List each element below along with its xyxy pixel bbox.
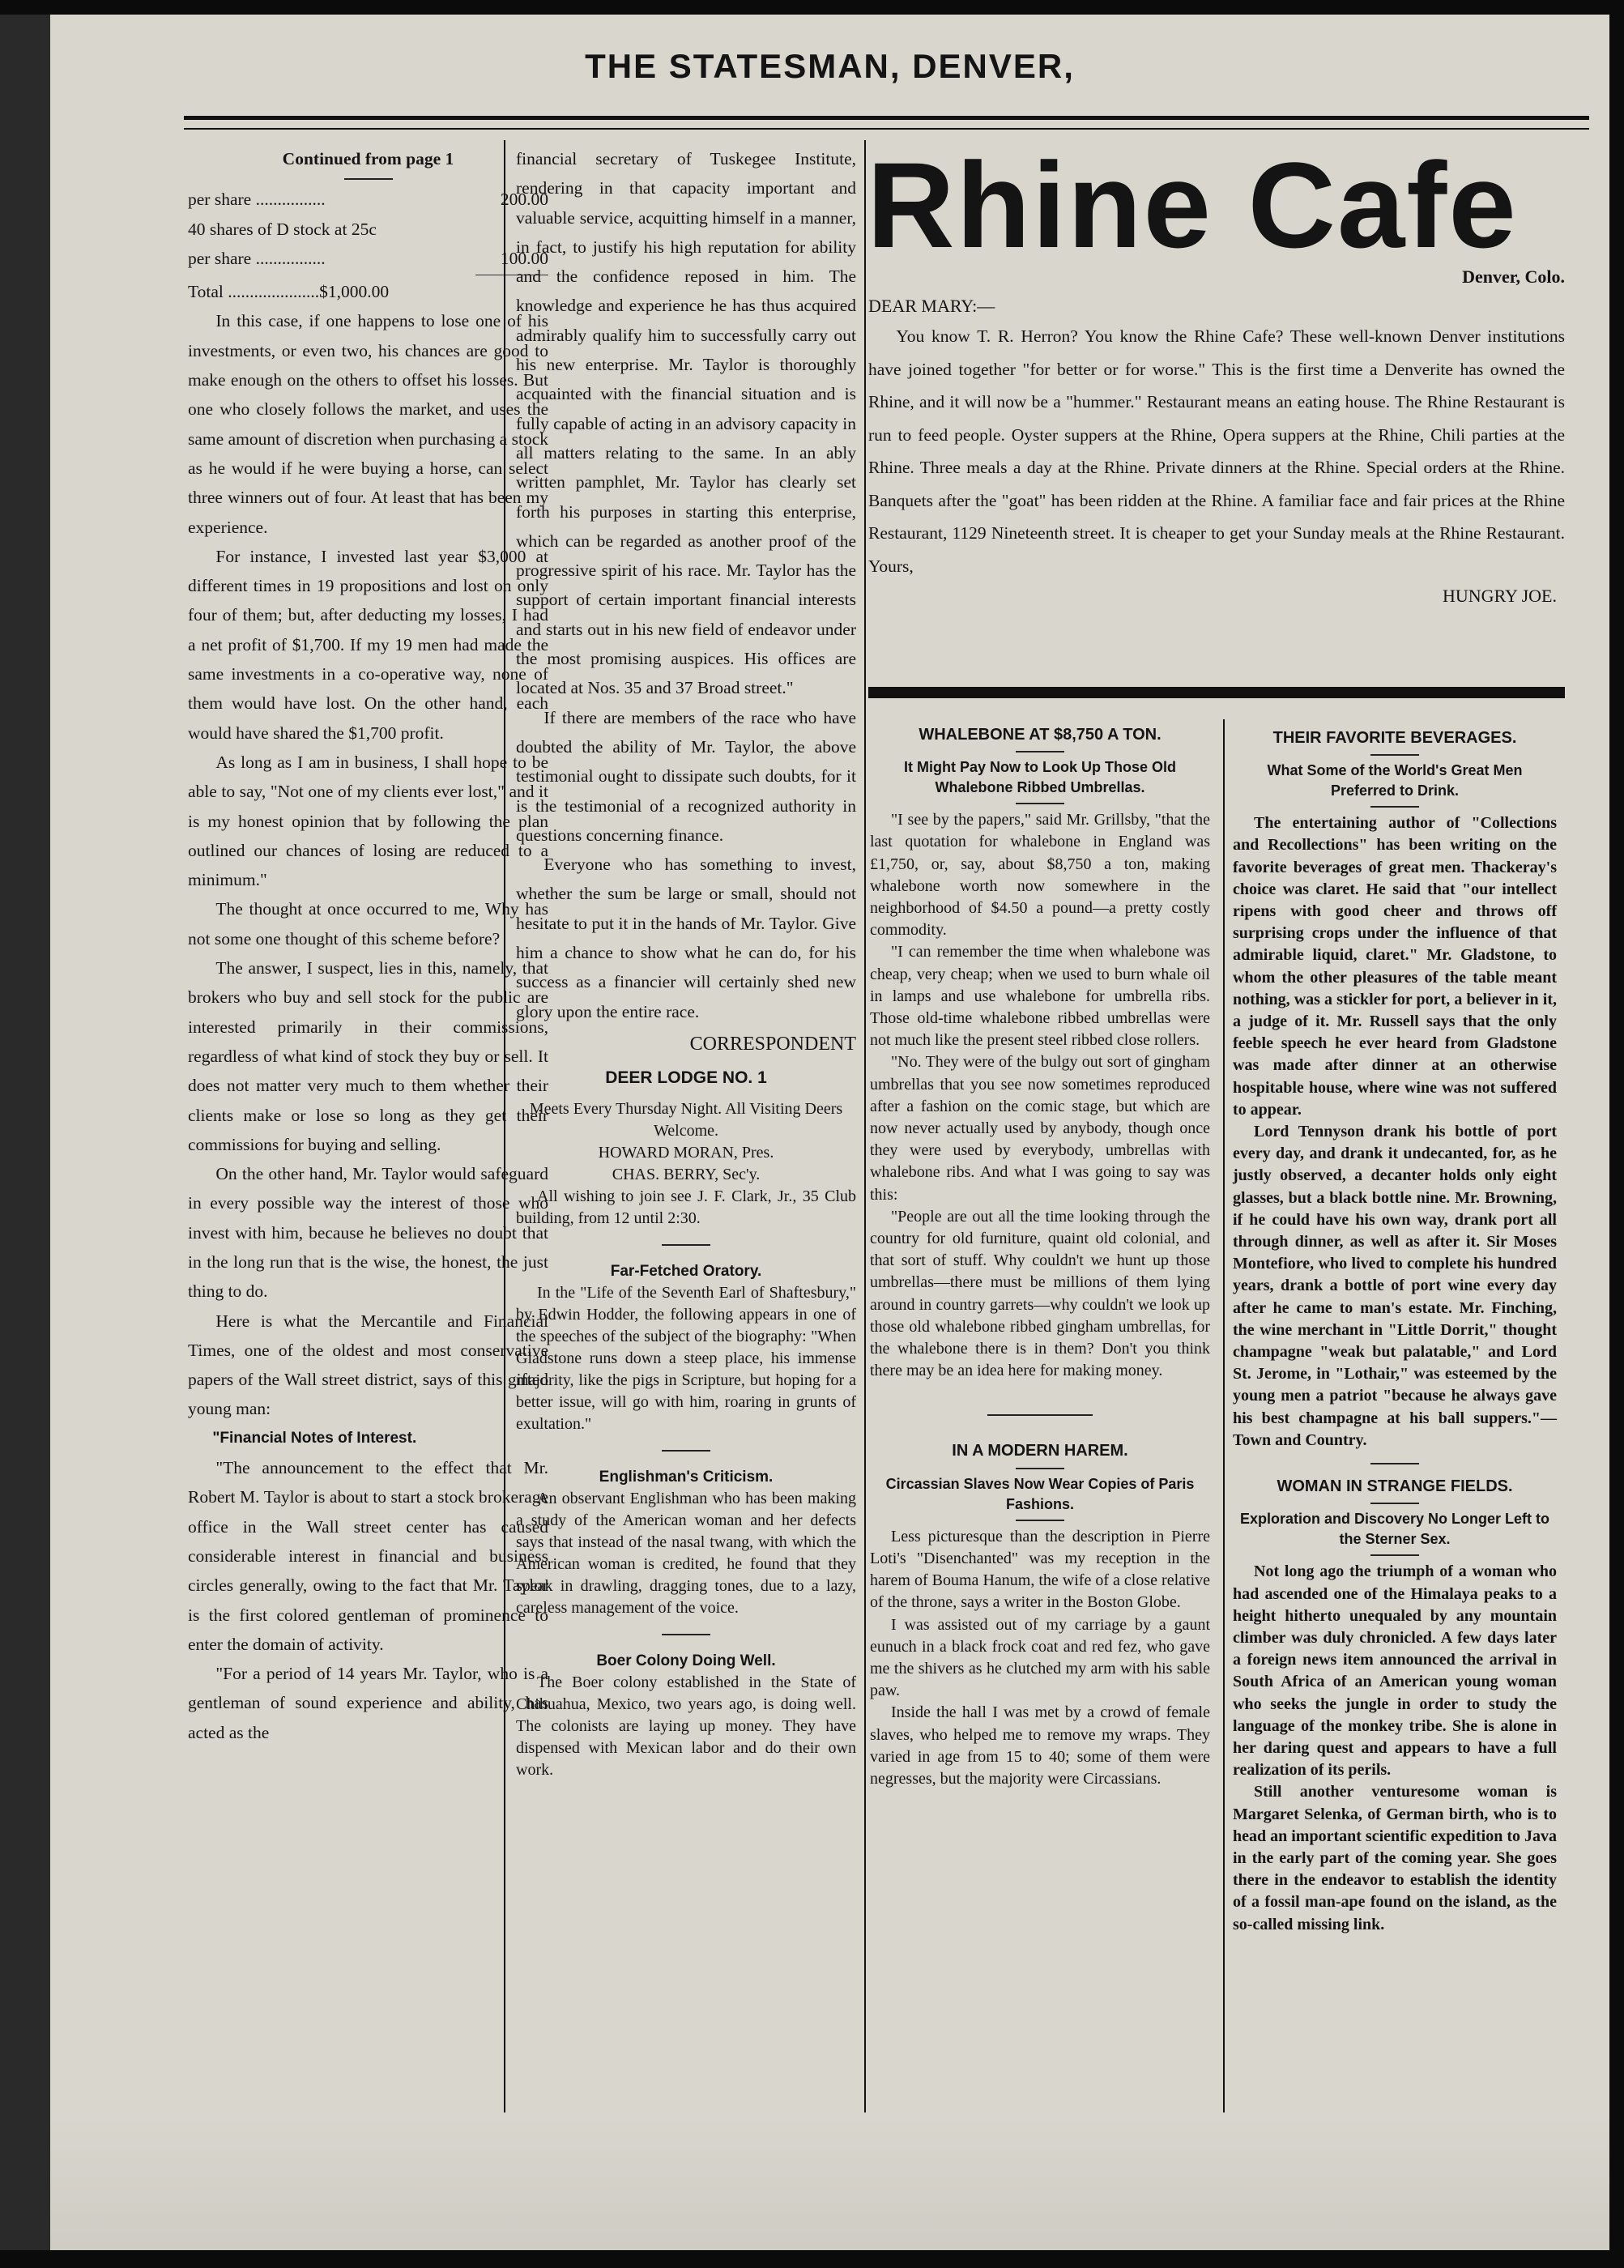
paragraph: Not long ago the triumph of a woman who had ascended one of the Himalaya peaks to a height hitherto unequaled by any mountain climber was duly chronicled. A few days later a foreign news item announced the arrival in South Africa of an American young woman who seeks the jungle in order to study the language of the monkey tribe. She is alone in her daring quest and appears to have a full realization of its perils. [1233,1562,1557,1780]
far-fetched-heading: Far-Fetched Oratory. [610,1262,762,1280]
whalebone-subheading: It Might Pay Now to Look Up Those Old Whalebone Ribbed Umbrellas. [904,759,1176,796]
paragraph: financial secretary of Tuskegee Institute, rendering in that capacity important and valuable service, acquitting himself in a manner, in fact, to justify his high reputation for ability and the confidence reposed in him. The knowledge and experience he has thus acquired admirably qualify him to successfully carry out his new enterprise. Mr. Taylor is thoroughly acquainted with the financial situation and is fully capable of acting in an advisory capacity in all matters relating to the same. In an ably written pamphlet, Mr. Taylor has clearly set forth his purposes in starting this enterprise, which can be regarded as another proof of the progressive spirit of his race. Mr. Taylor has the support of certain important financial interests and starts out in his new field of endeavor under the most promising auspices. His offices are located at Nos. 35 and 37 Broad street." [516,149,856,698]
divider [1370,1503,1419,1504]
ledger-line [188,185,548,214]
ledger-line [188,244,548,273]
paragraph: "The announcement to the effect that Mr. Robert M. Taylor is about to start a stock brokerage office in the Wall street center has caused considerable interest in financial and business circles generally, owing to the fact that Mr. Taylor is the first colored gentleman of prominence to enter the domain of activity. [188,1458,548,1654]
paragraph: "People are out all the time looking through the country for old furniture, quaint old colonial, and that sort of stuff. Why couldn't we hunt up those umbrellas—there must be millions of them lying around in country garrets—why couldn't we look up those old whalebone ribbed gingham umbrellas, for the whalebone there is in them? Don't you think there may be an idea here for making money. [870,1207,1210,1380]
divider [662,1450,710,1452]
divider [1016,803,1064,804]
paragraph: On the other hand, Mr. Taylor would safeguard in every possible way the interest of those who invest with him, because he believes no doubt that in the long run that is the wise, the honest, the just thing to do. [188,1164,548,1302]
harem-heading: IN A MODERN HAREM. [952,1442,1128,1460]
deer-lodge-line: Meets Every Thursday Night. All Visiting Deers Welcome. [529,1099,843,1140]
ledger-line: 40 shares of D stock at 25c [188,219,377,239]
divider [1370,754,1419,756]
paragraph: Still another venturesome woman is Margaret Selenka, of German birth, who is to head an important scientific expedition to Java in the early part of the coming year. She goes there in the endeavor to establish the identity of a fossil man-ape found on the island, as the so-called missing link. [1233,1783,1557,1933]
woman-heading: WOMAN IN STRANGE FIELDS. [1277,1477,1513,1496]
paragraph: The entertaining author of "Collections and Recollections" has been writing on the favorite beverages of great men. Thackeray's choice was claret. He said that "our intellect ripens with good cheer and throws off surprising crops under the influence of that admirable liquid, claret." Mr. Gladstone, to whom the other pleasures of the table meant nothing, was a stickler for port, a believer in it, a judge of it. Mr. Russell says that the only feeble speech he ever heard from Gladstone was made after dinner at an otherwise hospitable house, where wine was not suffered to appear. [1233,814,1557,1119]
paragraph: As long as I am in business, I shall hope to be able to say, "Not one of my clients ever lost," and it is my honest opinion that by following the plan outlined our chances of losing are reduced to a minimum." [188,752,548,890]
column-rule [504,140,505,2129]
rhine-signature: HUNGRY JOE. [1443,586,1557,606]
beverages-heading: THEIR FAVORITE BEVERAGES. [1272,729,1517,747]
ledger-amount: 200.00 [500,190,548,210]
paragraph: For instance, I invested last year $3,000 at different times in 19 propositions and lost on only four of them; but, after deducting my losses, I had a net profit of $1,700. If my 19 men had made the same investments in a co-operative way, none of them would have lost. On the other hand, each would have shared the $1,700 profit. [188,546,548,743]
rhine-cafe-place: Denver, Colo. [1462,266,1565,287]
ledger-text: per share ................ [188,190,326,210]
paragraph: I was assisted out of my carriage by a gaunt eunuch in a black frock coat and red fez, who gave me the shivers as he clutched my arm with his sable paw. [870,1615,1210,1700]
rhine-cafe-title: Rhine Cafe [867,137,1518,273]
whalebone-heading: WHALEBONE AT $8,750 A TON. [919,726,1162,744]
newspaper-page [50,15,1609,2250]
correspondent-signature: CORRESPONDENT [689,1033,856,1055]
paragraph: The answer, I suspect, lies in this, namely, that brokers who buy and sell stock for the public are interested primarily in their commissions, regardless of what kind of stock they buy or sell. It does not matter very much to them whether their clients make or lose so long as they get their commissions for buying and selling. [188,958,548,1154]
paragraph: "I can remember the time when whalebone was cheap, very cheap; when we used to burn whale oil in lamps and use whalebone for umbrella ribs. Those old-time whalebone ribbed umbrellas were not much like the present steel ribbed close rollers. [870,943,1210,1050]
column-rule [1223,719,1225,2129]
ledger-total: Total .....................$1,000.00 [188,282,390,302]
continued-label: Continued from page 1 [282,149,454,168]
ledger-text: per share ................ [188,248,326,268]
paragraph: "No. They were of the bulgy out sort of gingham umbrellas that you see now sometimes reproduced after a fashion on the comic stage, but which are now never actually used by anybody, though once they were used by everybody, umbrellas with whalebone ribs. And what I was going to say was this: [870,1053,1210,1204]
far-fetched-text: In the "Life of the Seventh Earl of Shaftesbury," by Edwin Hodder, the following appears in one of the speeches of the subject of the biography: "When Gladstone runs down a steep place, his immense majority, like the pigs in Scripture, but hoping for a better issue, will go with him, roaring in grunts of exultation." [516,1283,856,1433]
paragraph: Less picturesque than the description in Pierre Loti's "Disenchanted" was my reception in the harem of Bouma Hanum, the wife of a close relative of the throne, says a writer in the Boston Globe. [870,1527,1210,1612]
column-4 [1233,727,1557,1936]
page-margin-bottom [50,2112,1609,2250]
column-rule [864,140,866,2129]
divider [662,1634,710,1635]
divider [1370,806,1419,808]
rhine-salutation: DEAR MARY:— [868,296,995,316]
divider [1370,1463,1419,1464]
paragraph: Lord Tennyson drank his bottle of port every day, and drank it undecanted, for, as he justly observed, a decanter holds only eight glasses, but a black bottle nine. Mr. Browning, if he could have his own way, drank port all through dinner, as well as after it. Sir Moses Montefiore, who lived to complete his hundred years, drank a bottle of port wine every day after he came to man's estate. Mr. Finching, the wine merchant in "Little Dorrit," thought champagne "weak but palatable," and Lord St. Jerome, in "Lothair," was esteemed by the young men a patriot "because he always gave his best champagne at his ball suppers."—Town and Country. [1233,1123,1557,1449]
scan-edge [0,15,50,2250]
paragraph: "I see by the papers," said Mr. Grillsby, "that the last quotation for whalebone in England was £1,750, or, say, about $8,750 a ton, making whalebone worth now somewhere in the neighborhood of $4.50 a pound—a pretty costly commodity. [870,811,1210,940]
paragraph: "For a period of 14 years Mr. Taylor, who is a gentleman of sound experience and ability, has acted as the [188,1664,548,1742]
englishman-text: An observant Englishman who has been making a study of the American woman and her defects says that instead of the nasal twang, with which the American woman is credited, he found that they speak in drawling, dragging tones, due to a lazy, careless management of the voice. [516,1489,856,1617]
paragraph: Here is what the Mercantile and Financial Times, one of the oldest and most conservative papers of the Wall street district, says of this gifted young man: [188,1311,548,1419]
paragraph: Everyone who has something to invest, whether the sum be large or small, should not hesitate to put it in the hands of Mr. Taylor. Give him a chance to show what he can do, for his success as a financier will certainly shed new glory upon the entire race. [516,855,856,1021]
divider [1370,1554,1419,1556]
deer-lodge-note: All wishing to join see J. F. Clark, Jr., 35 Club building, from 12 until 2:30. [516,1187,856,1227]
deer-lodge-heading: DEER LODGE NO. 1 [605,1068,767,1088]
rhine-letter-body: You know T. R. Herron? You know the Rhine Cafe? These well-known Denver institutions have joined together "for better or for worse." This is the first time a Denverite has owned the Rhine, and it will now be a "hummer." Restaurant means an eating house. The Rhine Restaurant is run to feed people. Oyster suppers at the Rhine, Opera suppers at the Rhine, Chili parties at the Rhine. Three meals a day at the Rhine. Private dinners at the Rhine. Special orders at the Rhine. Banquets after the "goat" has been ridden at the Rhine. A familiar face and fair prices at the Rhine Restaurant, 1129 Nineteenth street. It is cheaper to get your Sunday meals at the Rhine Restaurant. Yours, [868,326,1565,576]
masthead-rule-thin [184,128,1589,130]
quote-heading: "Financial Notes of Interest. [212,1429,417,1447]
divider [1016,751,1064,752]
paragraph: In this case, if one happens to lose one of his investments, or even two, his chances are good to make enough on the others to offset his losses. But one who closely follows the market, and uses the same amount of discretion when purchasing a stock as he would if he were buying a horse, can select three winners out of four. At least that has been my experience. [188,311,548,537]
boer-heading: Boer Colony Doing Well. [596,1652,776,1669]
divider [1016,1468,1064,1469]
masthead: THE STATESMAN, DENVER, [585,47,1075,85]
paragraph: The thought at once occurred to me, Why has not some one thought of this scheme before? [188,899,548,949]
harem-subheading: Circassian Slaves Now Wear Copies of Paris Fashions. [885,1475,1195,1512]
paragraph: Inside the hall I was met by a crowd of female slaves, who helped me to remove my wraps. They varied in age from 15 to 40; some of them were negresses, but the majority were Circassians. [870,1703,1210,1788]
boer-text: The Boer colony established in the State of Chihuahua, Mexico, two years ago, is doing well. The colonists are laying up money. They have dispensed with Mexican labor and do their own work. [516,1673,856,1779]
deer-lodge-president: HOWARD MORAN, Pres. [598,1143,774,1162]
deer-lodge-secretary: CHAS. BERRY, Sec'y. [612,1165,761,1183]
englishman-heading: Englishman's Criticism. [599,1468,774,1486]
ledger-amount: 100.00 [500,248,548,268]
column-1 [188,144,548,1747]
divider [1016,1520,1064,1521]
column-3 [870,719,1210,1790]
column-2 [516,144,856,1781]
ad-rule [868,687,1565,698]
divider [987,1414,1093,1416]
rhine-cafe-ad [867,137,1565,607]
paragraph: If there are members of the race who have doubted the ability of Mr. Taylor, the above testimonial ought to dissipate such doubts, for it is the testimonial of a recognized authority in questions concerning finance. [516,707,856,845]
beverages-subheading: What Some of the World's Great Men Preferred to Drink. [1267,762,1523,799]
woman-subheading: Exploration and Discovery No Longer Left to the Sterner Sex. [1239,1511,1550,1548]
masthead-rule [184,116,1589,120]
divider [662,1244,710,1246]
divider [344,178,393,180]
